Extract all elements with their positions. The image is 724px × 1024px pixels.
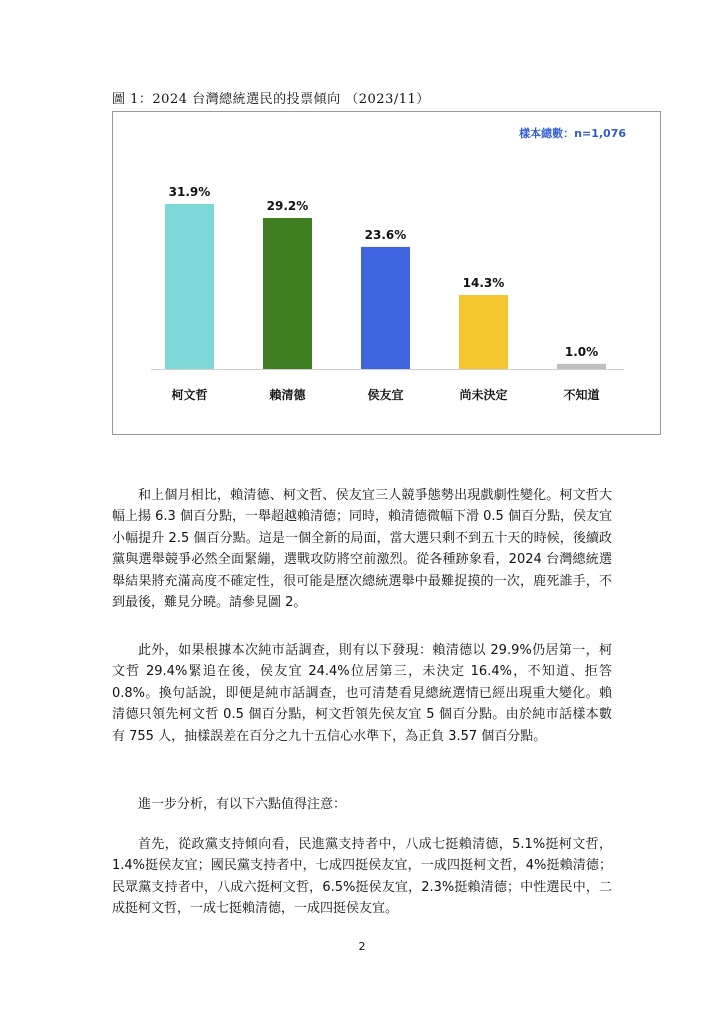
- bar-1: [165, 204, 214, 369]
- category-label-2: 賴清德: [269, 388, 306, 402]
- bar-5: [557, 364, 606, 369]
- category-label-4: 尚未決定: [459, 388, 508, 402]
- bar-value-label-3: 23.6%: [364, 227, 407, 242]
- bar-value-label-2: 29.2%: [266, 198, 309, 213]
- category-label-3: 侯友宜: [367, 388, 404, 402]
- bar-2: [263, 218, 312, 369]
- paragraph-2: 此外，如果根據本次純市話調查，則有以下發現：賴清德以 29.9%仍居第一，柯文哲 29.4%緊追在後，侯友宜 24.4%位居第三，未決定 16.4%，不知道、拒答 0.8%。換句話說，即便是純市話調查，也可清楚看見總統選情已經出現重大變化。賴清德只領先柯文哲 0.5 個百分點，柯文哲領先侯友宜 5 個百分點。由於純市話樣本數有 755 人，抽樣誤差在百分之九十五信心水準下，為正負 3.57 個百分點。: [112, 643, 612, 744]
- chart-container: [112, 111, 661, 435]
- page-number: 2: [358, 940, 366, 953]
- bar-value-label-4: 14.3%: [462, 276, 505, 291]
- bar-3: [361, 247, 410, 369]
- sample-size-label: 樣本總數：n=1,076: [519, 127, 626, 140]
- paragraph-4: 首先，從政黨支持傾向看，民進黨支持者中，八成七挺賴清德，5.1%挺柯文哲，1.4%挺侯友宜；國民黨支持者中，七成四挺侯友宜，一成四挺柯文哲，4%挺賴清德；民眾黨支持者中，八成六挺柯文哲，6.5%挺侯友宜，2.3%挺賴清德；中性選民中，二成挺柯文哲，一成七挺賴清德，一成四挺侯友宜。: [112, 837, 612, 917]
- category-label-1: 柯文哲: [171, 388, 208, 402]
- bar-chart: [113, 112, 662, 436]
- category-label-5: 不知道: [563, 388, 600, 402]
- bar-value-label-1: 31.9%: [168, 185, 211, 199]
- paragraph-1: 和上個月相比，賴清德、柯文哲、侯友宜三人競爭態勢出現戲劇性變化。柯文哲大幅上揚 6.3 個百分點，一舉超越賴清德；同時，賴清德微幅下滑 0.5 個百分點，侯友宜小幅提升 2.5 個百分點。這是一個全新的局面，當大選只剩不到五十天的時候，後續政黨與選舉競爭必然全面緊繃，選戰攻防將空前激烈。從各種跡象看，2024 台灣總統選舉結果將充滿高度不確定性，很可能是歷次總統選舉中最難捉摸的一次，鹿死誰手，不到最後，難見分曉。請參見圖 2。: [112, 488, 612, 611]
- figure-caption: 圖 1：2024 台灣總統選民的投票傾向 （2023/11）: [112, 92, 430, 107]
- paragraph-3: 進一步分析，有以下六點值得注意：: [138, 797, 347, 812]
- bar-value-label-5: 1.0%: [564, 344, 599, 359]
- bar-4: [459, 295, 508, 369]
